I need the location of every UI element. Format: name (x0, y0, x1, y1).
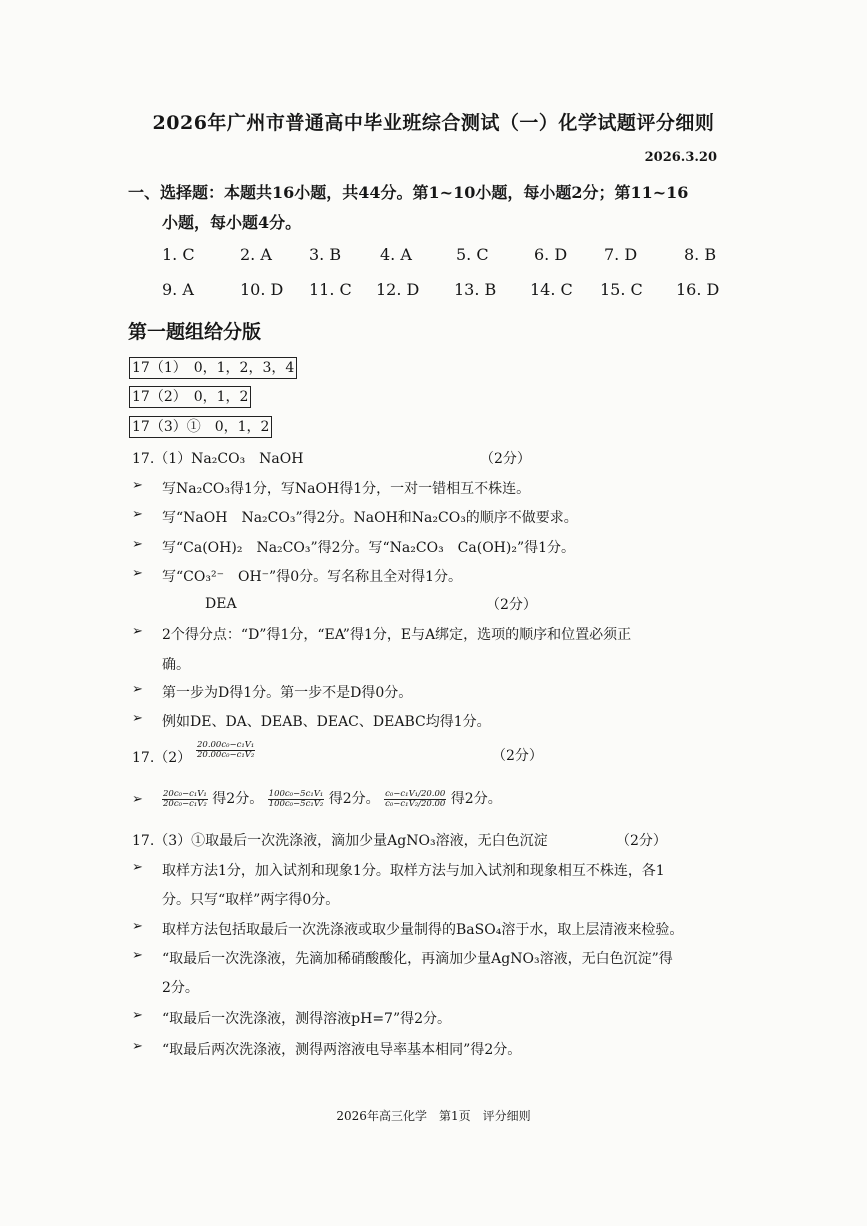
answer-3: 3. B (309, 245, 342, 264)
get-score-text: 得2分。 (212, 791, 264, 807)
arrow-icon: ➢ (132, 478, 143, 493)
q17-3-bullet-3 (132, 948, 673, 968)
arrow-icon: ➢ (132, 624, 143, 639)
answer-15: 15. C (600, 280, 643, 299)
q17-1-bullet-5-cont: 确。 (162, 657, 190, 673)
answer-14: 14. C (530, 280, 573, 299)
q17-3-score: （2分） (616, 833, 667, 849)
arrow-icon: ➢ (132, 537, 143, 552)
arrow-icon: ➢ (132, 1008, 143, 1023)
page-title: 2026年广州市普通高中毕业班综合测试（一）化学试题评分细则 (152, 112, 715, 134)
arrow-icon: ➢ (132, 682, 143, 697)
answer-12: 12. D (376, 280, 420, 299)
q17-1-score: （2分） (480, 451, 531, 467)
bullet-text: 取样方法包括取最后一次洗涤液或取少量制得的BaSO₄溶于水，取上层清液来检验。 (162, 922, 684, 938)
q17-2-fraction (196, 740, 255, 760)
arrow-icon: ➢ (132, 792, 143, 807)
answer-10: 10. D (240, 280, 284, 299)
answer-9: 9. A (162, 280, 194, 299)
answer-11: 11. C (309, 280, 352, 299)
answer-16: 16. D (676, 280, 720, 299)
bullet-text: 写“CO₃²⁻ OH⁻”得0分。写名称且全对得1分。 (162, 569, 463, 585)
answer-4: 4. A (380, 245, 412, 264)
arrow-icon: ➢ (132, 566, 143, 581)
fraction-denominator: 20.00c₀−c₁V₂ (197, 750, 255, 760)
q17-1-bullet-6 (132, 682, 413, 702)
q17-1-bullet-2 (132, 507, 578, 527)
arrow-icon: ➢ (132, 507, 143, 522)
q17-3-bullet-1 (132, 860, 665, 880)
q17-1-bullet-3 (132, 537, 576, 557)
q17-3-bullet-3-cont: 2分。 (162, 980, 199, 996)
date: 2026.3.20 (644, 150, 717, 165)
answer-5: 5. C (456, 245, 489, 264)
q17-1-dea: DEA (205, 596, 237, 612)
q17-3-bullet-1-cont: 分。只写“取样”两字得0分。 (162, 892, 340, 908)
bullet-text: 第一步为D得1分。第一步不是D得0分。 (162, 685, 413, 701)
fraction-numerator: 20.00c₀−c₁V₁ (197, 740, 255, 750)
answer-13: 13. B (454, 280, 497, 299)
bullet-text: “取最后两次洗涤液，测得两溶液电导率基本相同”得2分。 (162, 1042, 522, 1058)
answer-7: 7. D (604, 245, 638, 264)
q17-1-bullet-7 (132, 711, 491, 731)
fraction-denominator: 100c₀−5c₁V₂ (268, 798, 324, 809)
bullet-text: “取最后一次洗涤液，先滴加稀硝酸酸化，再滴加少量AgNO₃溶液，无白色沉淀”得 (162, 951, 673, 967)
answer-2: 2. A (240, 245, 272, 264)
q17-2-alternatives (132, 788, 502, 809)
q17-2-head: 17.（2） (132, 750, 192, 766)
score-box-17-1: 17（1） 0，1，2，3，4 (129, 357, 297, 379)
score-box-17-3: 17（3）① 0，1，2 (129, 416, 272, 438)
fraction-numerator: c₀−c₁V₁/20.00 (385, 788, 446, 799)
arrow-icon: ➢ (132, 860, 143, 875)
answer-6: 6. D (534, 245, 568, 264)
q17-1-bullet-4 (132, 566, 463, 586)
bullet-text: 写“NaOH Na₂CO₃”得2分。NaOH和Na₂CO₃的顺序不做要求。 (162, 510, 578, 526)
answer-1: 1. C (162, 245, 195, 264)
arrow-icon: ➢ (132, 711, 143, 726)
q17-1-dea-score: （2分） (486, 597, 537, 613)
fraction-numerator: 100c₀−5c₁V₁ (268, 788, 324, 799)
q17-1-bullet-5 (132, 624, 632, 644)
arrow-icon: ➢ (132, 948, 143, 963)
q17-2-score: （2分） (492, 748, 543, 764)
section1-line2: 小题，每小题4分。 (162, 213, 302, 232)
q17-1-head: 17.（1）Na₂CO₃ NaOH (132, 451, 304, 467)
q17-3-bullet-2 (132, 919, 684, 939)
q17-1-bullet-1 (132, 478, 531, 498)
bullet-text: 取样方法1分，加入试剂和现象1分。取样方法与加入试剂和现象相互不株连，各1 (162, 863, 665, 879)
bullet-text: “取最后一次洗涤液，测得溶液pH=7”得2分。 (162, 1011, 452, 1027)
bullet-text: 写Na₂CO₃得1分，写NaOH得1分，一对一错相互不株连。 (162, 481, 531, 497)
arrow-icon: ➢ (132, 919, 143, 934)
get-score-text: 得2分。 (450, 791, 502, 807)
page-footer: 2026年高三化学 第1页 评分细则 (336, 1109, 531, 1123)
fraction-numerator: 20c₀−c₁V₁ (163, 788, 207, 799)
arrow-icon: ➢ (132, 1039, 143, 1054)
fraction-denominator: c₀−c₁V₂/20.00 (385, 798, 446, 809)
q17-3-bullet-4 (132, 1008, 452, 1028)
get-score-text: 得2分。 (328, 791, 380, 807)
q17-3-bullet-5 (132, 1039, 522, 1059)
answer-8: 8. B (684, 245, 717, 264)
bullet-text: 例如DE、DA、DEAB、DEAC、DEABC均得1分。 (162, 714, 491, 730)
score-box-17-2: 17（2） 0，1，2 (129, 386, 251, 408)
q17-3-head: 17.（3）①取最后一次洗涤液，滴加少量AgNO₃溶液，无白色沉淀 (132, 833, 548, 849)
fraction-denominator: 20c₀−c₁V₂ (163, 798, 207, 809)
bullet-text: 2个得分点：“D”得1分，“EA”得1分，E与A绑定，选项的顺序和位置必须正 (162, 627, 632, 643)
group-heading: 第一题组给分版 (128, 321, 262, 343)
section1-line1: 一、选择题：本题共16小题，共44分。第1~10小题，每小题2分；第11~16 (128, 183, 689, 202)
bullet-text: 写“Ca(OH)₂ Na₂CO₃”得2分。写“Na₂CO₃ Ca(OH)₂”得1分。 (162, 540, 576, 556)
